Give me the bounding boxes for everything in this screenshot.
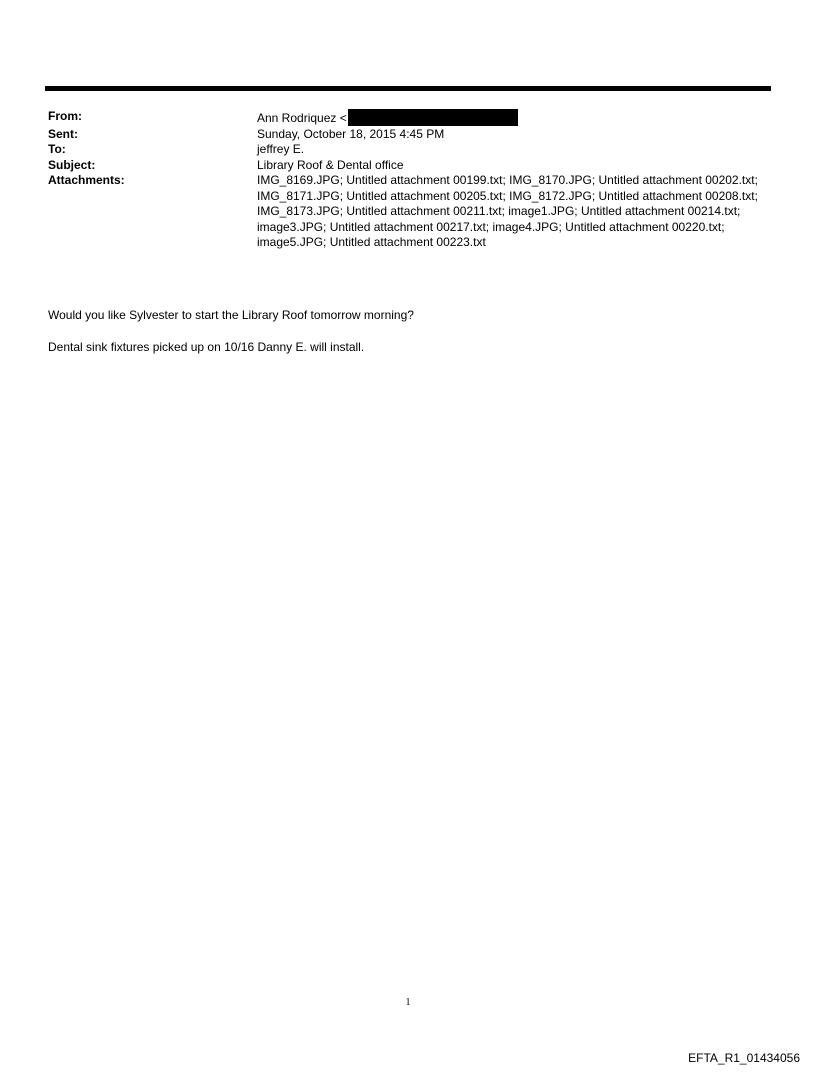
body-paragraph-1: Would you like Sylvester to start the Library Roof tomorrow morning? <box>48 308 414 322</box>
sent-row <box>48 127 773 143</box>
page-number: 1 <box>405 997 411 1008</box>
sent-value: Sunday, October 18, 2015 4:45 PM <box>257 126 445 141</box>
to-value: jeffrey E. <box>257 142 305 156</box>
attachments-row <box>48 173 773 251</box>
email-header <box>48 109 773 251</box>
subject-value: Library Roof & Dental office <box>257 157 404 172</box>
sender-name: Ann Rodriquez < <box>257 111 347 125</box>
subject-row <box>48 158 773 174</box>
header-rule <box>45 86 771 91</box>
attachments-label: Attachments: <box>48 173 125 187</box>
from-value <box>257 109 773 127</box>
to-label: To: <box>48 142 66 156</box>
bates-number: EFTA_R1_01434056 <box>688 1051 800 1065</box>
body-paragraph-2: Dental sink fixtures picked up on 10/16 Danny E. will install. <box>48 340 365 354</box>
to-row <box>48 142 773 158</box>
sent-label: Sent: <box>48 126 78 141</box>
attachments-value: IMG_8169.JPG; Untitled attachment 00199.txt; IMG_8170.JPG; Untitled attachment 00202.txt; IMG_8171.JPG; Untitled attachment 00205.txt; IMG_8172.JPG; Untitled attachment 00208.txt; IMG_8173.JPG; Untitled attachment 00211.txt; image1.JPG; Untitled attachment 00214.txt; image3.JPG; Untitled attachment 00217.txt; image4.JPG; Untitled attachment 00220.txt; image5.JPG; Untitled attachment 00223.txt <box>257 173 758 249</box>
redaction-box <box>348 109 518 126</box>
subject-label: Subject: <box>48 157 96 172</box>
from-row <box>48 109 773 127</box>
from-label: From: <box>48 109 82 123</box>
